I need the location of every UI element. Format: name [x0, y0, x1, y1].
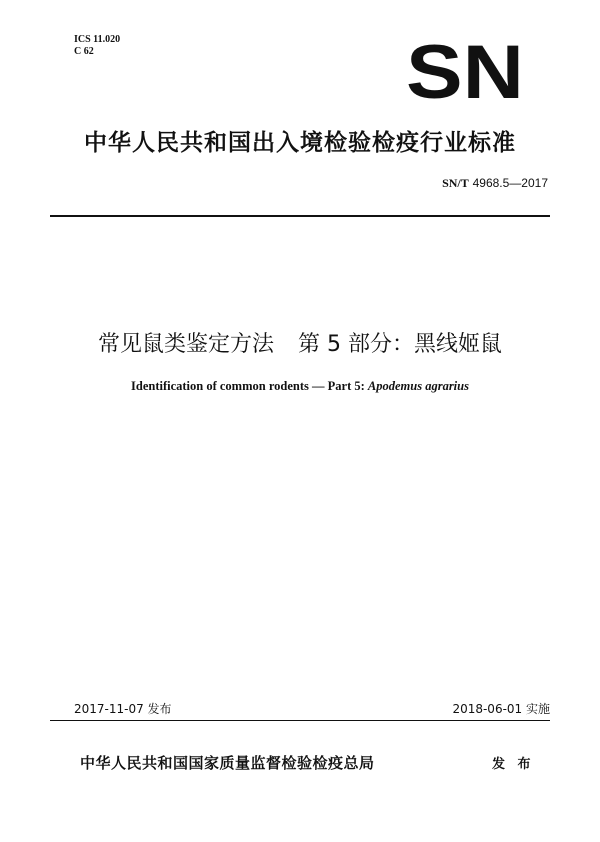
- implementation-date: 2018-06-01 实施: [452, 702, 550, 716]
- standard-code: [442, 176, 548, 191]
- ics-code: ICS 11.020: [74, 34, 121, 45]
- footer-divider: [50, 720, 550, 721]
- header-divider: [50, 215, 550, 217]
- issuing-authority: 中华人民共和国国家质量监督检验检疫总局: [80, 754, 375, 772]
- document-title: [0, 327, 600, 358]
- release-date: 2017-11-07 发布: [74, 702, 172, 716]
- sn-logo: [405, 40, 525, 102]
- standard-category-title: 中华人民共和国出入境检验检疫行业标准: [84, 130, 516, 156]
- english-title-species: Apodemus agrarius: [367, 379, 469, 393]
- ccs-code: C 62: [74, 46, 94, 57]
- standard-code-number: 4968.5—2017: [472, 176, 548, 190]
- sn-logo-text: SN: [406, 40, 524, 102]
- ics-classification: [74, 34, 120, 58]
- document-title-main: 常见鼠类鉴定方法: [98, 332, 275, 357]
- english-title-text: Identification of common rodents — Part 5:: [131, 379, 368, 393]
- standard-code-prefix: SN/T: [442, 176, 469, 190]
- document-title-part: 第 5 部分：黑线姬鼠: [298, 332, 502, 357]
- publish-label: 发 布: [492, 757, 535, 772]
- english-title: [0, 379, 600, 394]
